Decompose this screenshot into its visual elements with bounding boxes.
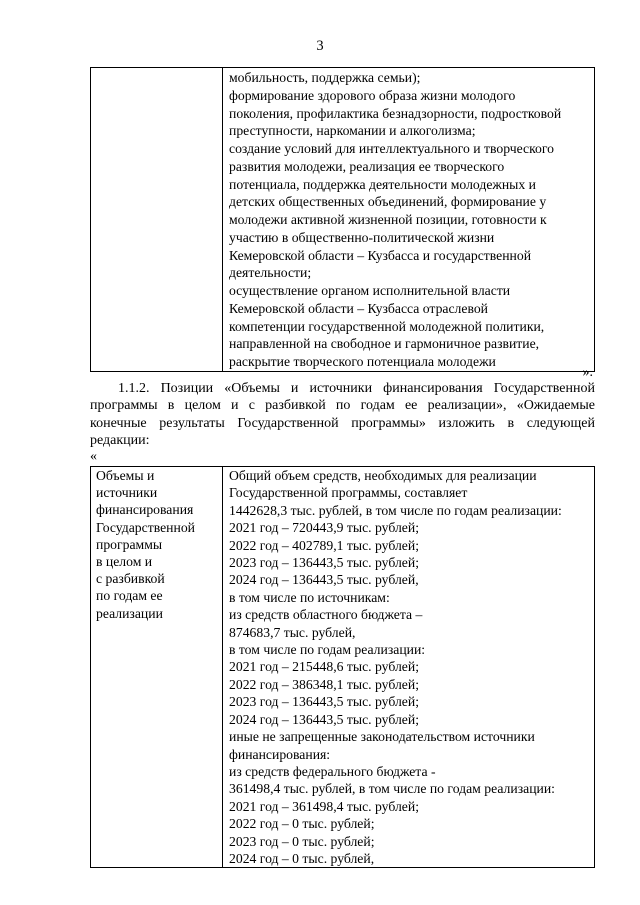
- financing-label-line: программы: [96, 536, 163, 552]
- table1-line: создание условий для интеллектуального и творческого: [229, 141, 554, 156]
- table1-line: потенциала, поддержка деятельности молодежных и: [229, 176, 536, 192]
- table1-line: деятельности;: [229, 265, 312, 281]
- financing-label-line: источники: [96, 485, 158, 501]
- financing-line: 2021 год – 361498,4 тыс. рублей;: [229, 798, 419, 814]
- page-number: 3: [316, 38, 324, 54]
- table1-line: Кемеровской области – Кузбасса и государственной: [229, 247, 532, 263]
- opening-quote: «: [90, 449, 97, 464]
- amendment-paragraph: [90, 380, 595, 449]
- financing-label-line: с разбивкой: [96, 571, 165, 587]
- table1-line: осуществление органом исполнительной власти: [229, 283, 511, 298]
- table1-line: Кемеровской области – Кузбасса отраслевой: [229, 300, 489, 316]
- financing-line: Государственной программы, составляет: [229, 485, 468, 501]
- program-passport-table-continued: [90, 67, 595, 372]
- financing-value-cell: [223, 467, 595, 868]
- table1-line: мобильность, поддержка семьи);: [229, 70, 421, 85]
- financing-line: 2022 год – 0 тыс. рублей;: [229, 816, 375, 832]
- paragraph-line: конечные результаты Государственной программы» изложить в следующей: [90, 415, 595, 431]
- financing-line: 2024 год – 0 тыс. рублей,: [229, 850, 375, 866]
- financing-line: 2023 год – 136443,5 тыс. рублей;: [229, 555, 419, 571]
- table1-line: поколения, профилактика безнадзорности, подростковой: [229, 105, 562, 121]
- paragraph-line: редакции:: [90, 432, 150, 448]
- table1-line: участию в общественно-политической жизни: [229, 229, 495, 245]
- financing-line: 2022 год – 386348,1 тыс. рублей;: [229, 676, 419, 692]
- closing-quote: ».: [582, 365, 593, 380]
- table1-line: раскрытие творческого потенциала молодежи: [229, 354, 496, 369]
- financing-label-line: Объемы и: [96, 468, 155, 483]
- financing-label-line: по годам ее: [96, 588, 163, 604]
- financing-label-line: в целом и: [96, 554, 153, 570]
- financing-label-line: реализации: [96, 605, 163, 621]
- financing-line: 2021 год – 215448,6 тыс. рублей;: [229, 659, 419, 675]
- financing-line: 874683,7 тыс. рублей,: [229, 624, 356, 640]
- financing-label-line: финансирования: [96, 502, 194, 518]
- financing-line: финансирования:: [229, 746, 331, 762]
- financing-line: 1442628,3 тыс. рублей, в том числе по годам реализации:: [229, 502, 562, 518]
- financing-line: в том числе по источникам:: [229, 589, 390, 605]
- financing-line: из средств федерального бюджета -: [229, 763, 436, 779]
- table1-line: детских общественных объединений, формирование у: [229, 194, 547, 210]
- table1-line: направленной на свободное и гармоничное развитие,: [229, 336, 540, 352]
- financing-line: иные не запрещенные законодательством источники: [229, 729, 535, 745]
- table1-line: преступности, наркомании и алкоголизма;: [229, 123, 476, 139]
- paragraph-line: 1.1.2. Позиции «Объемы и источники финансирования Государственной: [118, 381, 595, 396]
- financing-table: [90, 466, 595, 868]
- financing-line: 2023 год – 0 тыс. рублей;: [229, 833, 375, 849]
- financing-label-cell: [91, 467, 223, 868]
- table1-line: компетенции государственной молодежной политики,: [229, 318, 545, 334]
- financing-line: из средств областного бюджета –: [229, 607, 423, 623]
- paragraph-line: программы в целом и с разбивкой по годам ее реализации», «Ожидаемые: [90, 398, 595, 414]
- table1-line: молодежи активной жизненной позиции, готовности к: [229, 212, 547, 227]
- financing-line: в том числе по годам реализации:: [229, 642, 426, 658]
- table1-right-cell: [223, 68, 595, 372]
- financing-label-line: Государственной: [96, 519, 195, 535]
- table1-line: формирование здорового образа жизни молодого: [229, 87, 516, 103]
- financing-line: Общий объем средств, необходимых для реализации: [229, 468, 537, 483]
- financing-line: 361498,4 тыс. рублей, в том числе по годам реализации:: [229, 781, 555, 797]
- financing-line: 2024 год – 136443,5 тыс. рублей;: [229, 711, 419, 727]
- table1-left-cell: [91, 68, 223, 372]
- financing-line: 2023 год – 136443,5 тыс. рублей;: [229, 694, 419, 710]
- financing-line: 2022 год – 402789,1 тыс. рублей;: [229, 537, 419, 553]
- financing-line: 2021 год – 720443,9 тыс. рублей;: [229, 520, 419, 536]
- financing-line: 2024 год – 136443,5 тыс. рублей,: [229, 572, 419, 588]
- table1-line: развития молодежи, реализация ее творческого: [229, 158, 505, 174]
